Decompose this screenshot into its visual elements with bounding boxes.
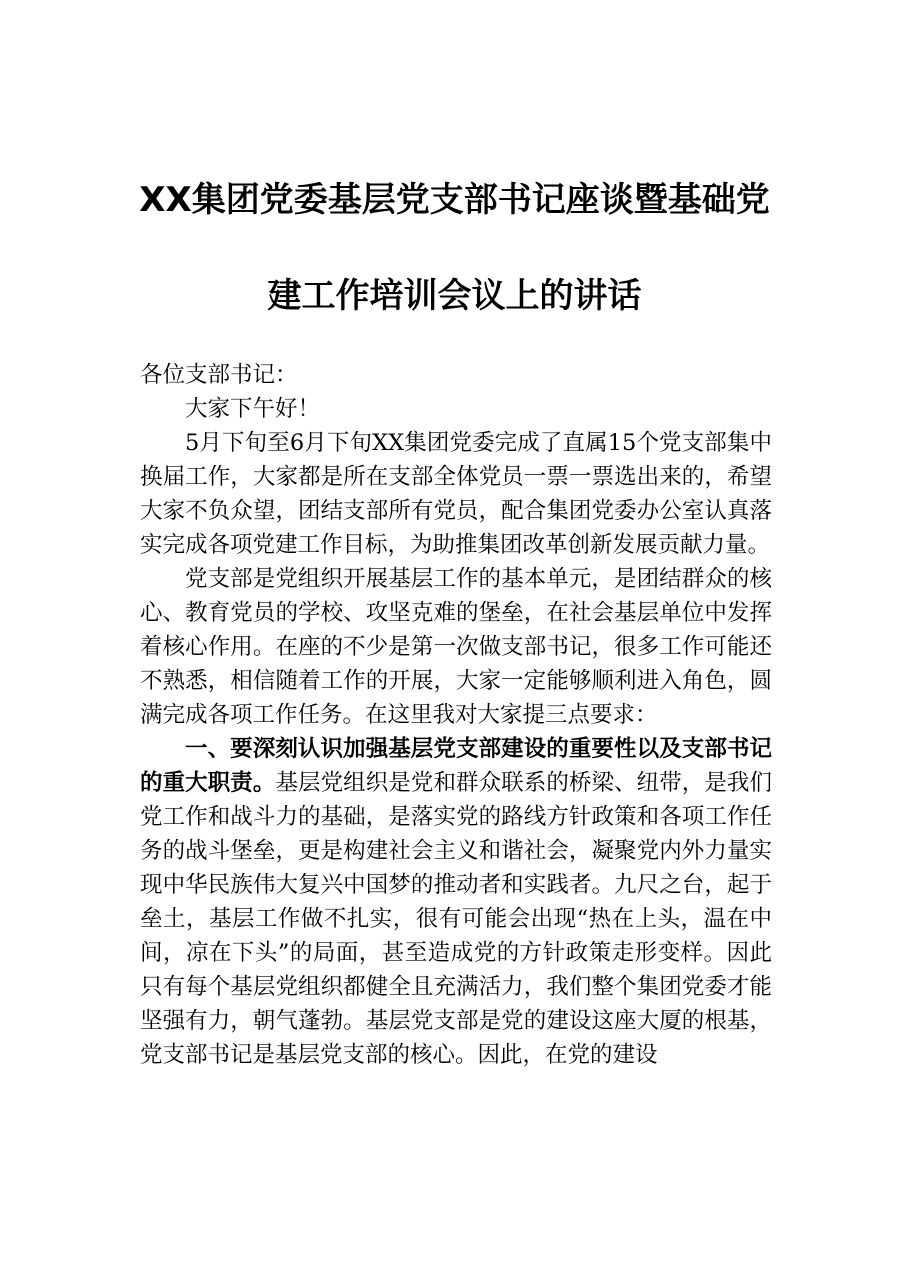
paragraph-2: 党支部是党组织开展基层工作的基本单元，是团结群众的核心、教育党员的学校、攻坚克难的堡垒，在社会基层单位中发挥着核心作用。在座的不少是第一次做支部书记，很多工作可能还不熟悉，相信随着工作的开展，大家一定能够顺利进入角色，圆满完成各项工作任务。在这里我对大家提三点要求：	[140, 566, 772, 728]
document-title-line-1: XX集团党委基层党支部书记座谈暨基础党	[139, 180, 770, 220]
paragraph-1: 5月下旬至6月下旬XX集团党委完成了直属15个党支部集中换届工作，大家都是所在支部全体党员一票一票选出来的，希望大家不负众望，团结支部所有党员，配合集团党委办公室认真落实完成各项党建工作目标，为助推集团改革创新发展贡献力量。	[140, 430, 772, 558]
salutation: 各位支部书记：	[140, 362, 298, 388]
document-title-line-2: 建工作培训会议上的讲话	[267, 276, 642, 316]
point-1-text: 基层党组织是党和群众联系的桥梁、纽带，是我们党工作和战斗力的基础，是落实党的路线方针政策和各项工作任务的战斗堡垒，更是构建社会主义和谐社会，凝聚党内外力量实现中华民族伟大复兴中国梦的推动者和实践者。九尺之台，起于垒土，基层工作做不扎实，很有可能会出现“热在上头，温在中间，凉在下头”的局面，甚至造成党的方针政策走形变样。因此只有每个基层党组织都健全且充满活力，我们整个集团党委才能坚强有力，朝气蓬勃。基层党支部是党的建设这座大厦的根基，党支部书记是基层党支部的核心。因此，在党的建设	[140, 770, 772, 1068]
point-1-heading: 一、要深刻认识加强基层党支部建设的重要性以及支部书记的重大职责。	[140, 736, 772, 796]
paragraph-3	[140, 732, 772, 1072]
greeting: 大家下午好！	[185, 396, 321, 422]
document-body	[140, 358, 772, 1072]
